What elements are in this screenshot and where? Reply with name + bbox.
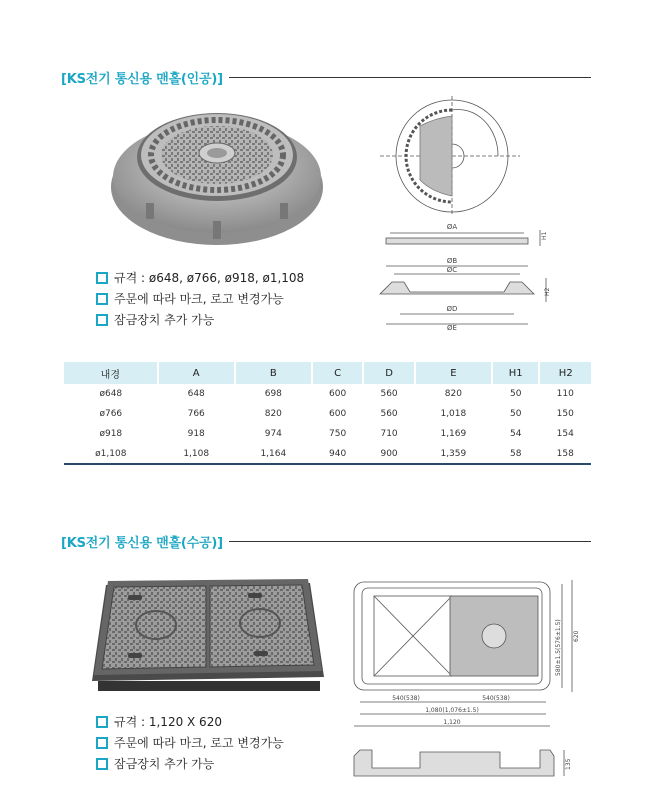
table-cell: 154 — [556, 429, 574, 439]
table-cell: 918 — [187, 429, 205, 439]
list-item — [96, 267, 304, 288]
dim-h1: H1 — [541, 231, 548, 240]
table-cell: 1,359 — [415, 444, 492, 464]
list-item-text: 주문에 따라 마크, 로고 변경가능 — [114, 292, 284, 306]
list-item — [96, 288, 304, 309]
title-rule — [229, 77, 591, 78]
column-header: E — [415, 362, 492, 384]
list-item-text: 주문에 따라 마크, 로고 변경가능 — [114, 736, 284, 750]
table-cell: 110 — [556, 389, 574, 399]
dim-w4: 1,120 — [443, 719, 461, 726]
dim-h3: 135 — [565, 758, 572, 770]
column-header: B — [235, 362, 312, 384]
dim-w1: 540(538) — [392, 695, 420, 702]
column-header: D — [363, 362, 414, 384]
dim-a: ØA — [446, 223, 458, 231]
table-cell: 158 — [539, 444, 591, 464]
table-cell: 710 — [380, 429, 398, 439]
table-cell: 50 — [509, 409, 522, 419]
round-spec-list — [96, 267, 304, 330]
table-cell: 974 — [264, 429, 282, 439]
checkbox-icon — [96, 293, 108, 305]
table-cell: 50 — [509, 389, 522, 399]
table-cell: 820 — [444, 389, 462, 399]
round-manhole-photo — [108, 95, 326, 255]
column-header: H1 — [492, 362, 540, 384]
list-item-text: 잠금장치 추가 가능 — [114, 313, 215, 327]
dim-h2: 620 — [573, 630, 580, 642]
dim-c: ØC — [446, 266, 458, 274]
rect-manhole-drawing — [350, 580, 582, 780]
table-cell: 1,169 — [440, 429, 467, 439]
table-cell: 698 — [264, 389, 282, 399]
list-item-text: 규격 : 1,120 X 620 — [114, 715, 222, 729]
table-row — [64, 444, 591, 464]
checkbox-icon — [96, 272, 108, 284]
list-item — [96, 309, 304, 330]
dim-h1: 580±1.5(576±1.5) — [555, 619, 562, 676]
table-cell: 560 — [380, 409, 398, 419]
table-cell: 940 — [312, 444, 363, 464]
round-manhole-drawing — [380, 96, 550, 332]
rect-spec-list — [96, 711, 284, 774]
column-header: 내경 — [64, 362, 158, 384]
column-header: C — [312, 362, 363, 384]
list-item-text: 규격 : ø648, ø766, ø918, ø1,108 — [114, 271, 305, 285]
table-cell: 54 — [509, 429, 522, 439]
section-title-label: [KS전기 통신용 맨홀(수공)] — [61, 536, 223, 551]
table-cell: 648 — [187, 389, 205, 399]
checkbox-icon — [96, 716, 108, 728]
dim-b: ØB — [446, 257, 458, 265]
table-cell: 750 — [329, 429, 347, 439]
table-row — [64, 404, 591, 424]
table-row — [64, 424, 591, 444]
table-cell: ø1,108 — [64, 444, 158, 464]
title-rule — [229, 541, 591, 542]
table-cell: 820 — [264, 409, 282, 419]
section-title-round — [61, 68, 591, 87]
table-cell: 600 — [329, 409, 347, 419]
table-cell: 900 — [363, 444, 414, 464]
dim-w3: 1,080(1,076±1.5) — [425, 707, 479, 714]
checkbox-icon — [96, 758, 108, 770]
spec-table — [64, 362, 591, 465]
table-cell: 560 — [380, 389, 398, 399]
dim-e: ØE — [447, 324, 457, 332]
checkbox-icon — [96, 314, 108, 326]
column-header: H2 — [539, 362, 591, 384]
table-header-row — [64, 362, 591, 384]
table-cell: 600 — [329, 389, 347, 399]
table-cell: 58 — [492, 444, 540, 464]
list-item — [96, 753, 284, 774]
table-cell: 1,164 — [235, 444, 312, 464]
table-cell: ø918 — [99, 429, 123, 439]
table-cell: 1,018 — [440, 409, 467, 419]
dim-d: ØD — [446, 305, 458, 313]
section-title-label: [KS전기 통신용 맨홀(인공)] — [61, 72, 223, 87]
table-row — [64, 384, 591, 404]
table-cell: ø648 — [99, 389, 123, 399]
column-header: A — [158, 362, 235, 384]
table-cell: ø766 — [99, 409, 123, 419]
dim-w2: 540(538) — [482, 695, 510, 702]
list-item — [96, 711, 284, 732]
table-cell: 1,108 — [158, 444, 235, 464]
list-item — [96, 732, 284, 753]
table-cell: 150 — [556, 409, 574, 419]
list-item-text: 잠금장치 추가 가능 — [114, 757, 215, 771]
section-title-rect — [61, 532, 591, 551]
rect-manhole-photo — [88, 577, 328, 697]
dim-h2: H2 — [544, 287, 551, 296]
table-cell: 766 — [187, 409, 205, 419]
checkbox-icon — [96, 737, 108, 749]
